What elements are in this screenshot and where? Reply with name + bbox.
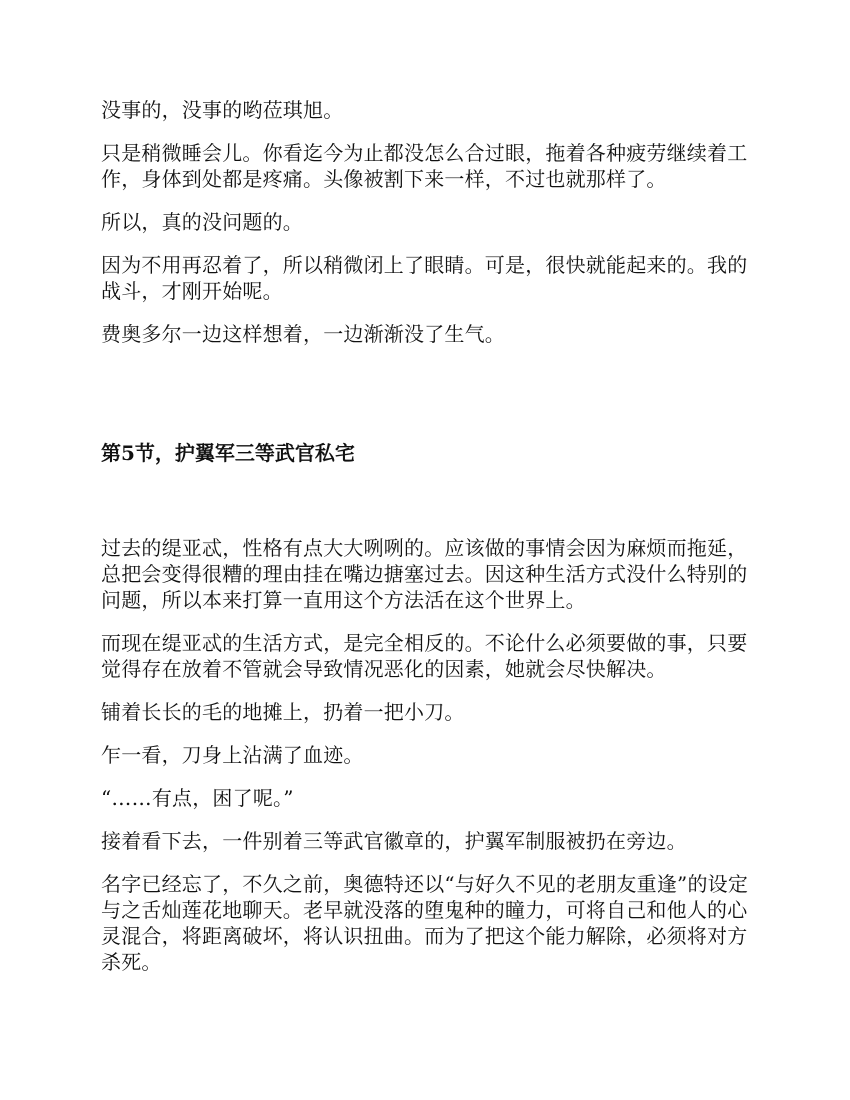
paragraph: 乍一看，刀身上沾满了血迹。 <box>101 743 364 767</box>
section-heading: 第5节，护翼军三等武官私宅 <box>101 441 355 465</box>
paragraph: 接着看下去，一件别着三等武官徽章的，护翼军制服被扔在旁边。 <box>101 829 687 853</box>
paragraph: 没事的，没事的哟莅琪旭。 <box>101 98 344 122</box>
dialogue-line: “……有点，困了呢。” <box>101 786 294 810</box>
paragraph: 只是稍微睡会儿。你看迄今为止都没怎么合过眼，拖着各种疲劳继续着工作，身体到处都是疼痛。头像被割下来一样，不过也就那样了。 <box>101 141 748 191</box>
paragraph: 因为不用再忍着了，所以稍微闭上了眼睛。可是，很快就能起来的。我的战斗，才刚开始呢。 <box>101 253 748 303</box>
paragraph: 铺着长长的毛的地摊上，扔着一把小刀。 <box>101 700 465 724</box>
document-page <box>101 97 749 975</box>
paragraph: 费奥多尔一边这样想着，一边渐渐没了生气。 <box>101 322 505 346</box>
paragraph: 所以，真的没问题的。 <box>101 210 303 234</box>
paragraph: 过去的缇亚忒，性格有点大大咧咧的。应该做的事情会因为麻烦而拖延，总把会变得很糟的理由挂在嘴边搪塞过去。因这种生活方式没什么特别的问题，所以本来打算一直用这个方法活在这个世界上。 <box>101 536 748 612</box>
paragraph: 名字已经忘了，不久之前，奥德特还以“与好久不见的老朋友重逢”的设定与之舌灿莲花地聊天。老早就没落的堕鬼种的瞳力，可将自己和他人的心灵混合，将距离破坏，将认识扭曲。而为了把这个能力解除，必须将对方杀死。 <box>101 872 749 974</box>
paragraph: 而现在缇亚忒的生活方式，是完全相反的。不论什么必须要做的事，只要觉得存在放着不管就会导致情况恶化的因素，她就会尽快解决。 <box>101 631 748 681</box>
